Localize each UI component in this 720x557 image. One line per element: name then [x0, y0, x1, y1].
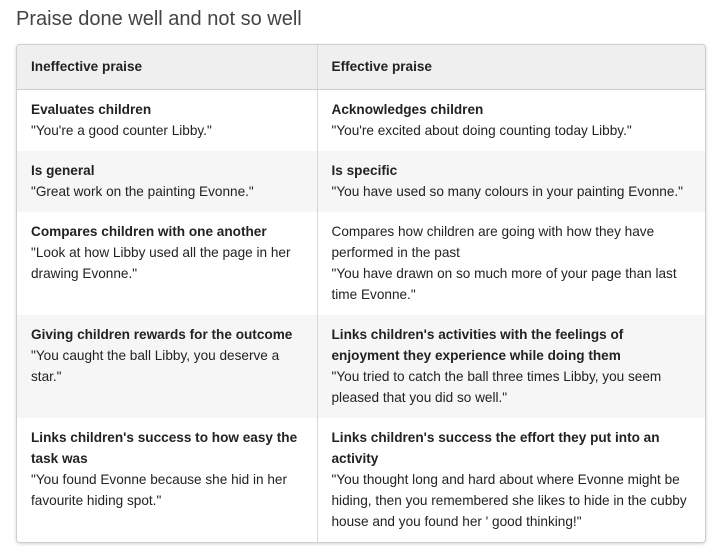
cell-example: "You tried to catch the ball three times Libby, you seem pleased that you did so well.": [331, 369, 662, 405]
praise-table-container: [16, 44, 706, 543]
table-row: [17, 151, 705, 212]
cell-heading: Links children's success the effort they put into an activity: [331, 430, 660, 466]
ineffective-cell: [17, 90, 317, 152]
effective-cell: [317, 90, 705, 152]
cell-example: "You found Evonne because she hid in her favourite hiding spot.": [31, 472, 288, 508]
cell-heading: Giving children rewards for the outcome: [31, 327, 293, 342]
page-title: Praise done well and not so well: [16, 8, 302, 30]
praise-comparison-table: [17, 45, 705, 542]
cell-example: "Great work on the painting Evonne.": [31, 184, 254, 199]
header-row: [17, 45, 705, 90]
cell-example: "You thought long and hard about where Evonne might be hiding, then you remembered she likes to hide in the cubby house and you found her ' good thinking!": [331, 472, 687, 529]
effective-cell: [317, 418, 705, 542]
cell-heading: Is specific: [331, 163, 398, 178]
column-header-ineffective: Ineffective praise: [17, 45, 317, 90]
effective-cell: [317, 151, 705, 212]
cell-heading: Is general: [31, 163, 95, 178]
table-row: [17, 90, 705, 152]
cell-heading: Evaluates children: [31, 102, 152, 117]
cell-example: "You're a good counter Libby.": [31, 123, 212, 138]
cell-example: "You're excited about doing counting today Libby.": [331, 123, 632, 138]
cell-heading: Compares how children are going with how they have performed in the past: [331, 224, 655, 260]
table-row: [17, 315, 705, 418]
cell-heading: Acknowledges children: [331, 102, 484, 117]
table-row: [17, 418, 705, 542]
cell-example: "You have drawn on so much more of your page than last time Evonne.": [331, 266, 677, 302]
ineffective-cell: [17, 418, 317, 542]
column-header-effective: Effective praise: [317, 45, 705, 90]
table-row: [17, 212, 705, 315]
cell-heading: Compares children with one another: [31, 224, 267, 239]
cell-example: "You have used so many colours in your painting Evonne.": [331, 184, 683, 199]
ineffective-cell: [17, 151, 317, 212]
ineffective-cell: [17, 212, 317, 315]
ineffective-cell: [17, 315, 317, 418]
effective-cell: [317, 315, 705, 418]
cell-example: "You caught the ball Libby, you deserve a star.": [31, 348, 280, 384]
effective-cell: [317, 212, 705, 315]
cell-heading: Links children's activities with the feelings of enjoyment they experience while doing them: [331, 327, 624, 363]
table-header: [17, 45, 705, 90]
cell-example: "Look at how Libby used all the page in her drawing Evonne.": [31, 245, 291, 281]
cell-heading: Links children's success to how easy the task was: [31, 430, 298, 466]
table-body: [17, 90, 705, 543]
